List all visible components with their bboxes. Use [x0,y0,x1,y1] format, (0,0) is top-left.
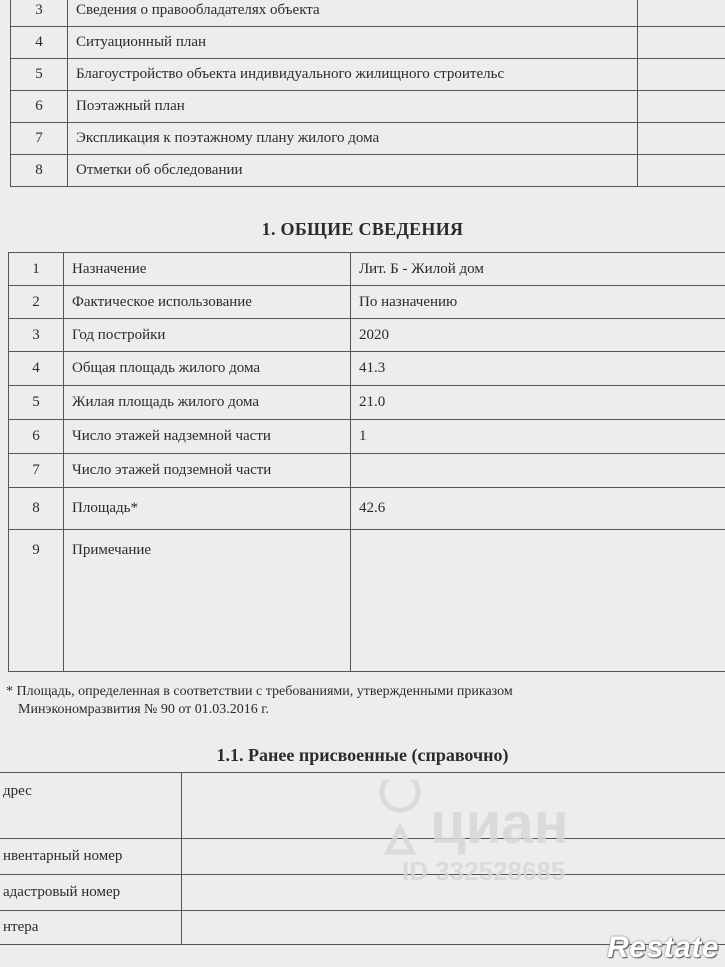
row-value [351,530,725,672]
contents-table [10,0,725,187]
watermark-id: ID 332528685 [402,856,566,886]
row-label: Примечание [64,530,351,672]
table-row [11,123,725,155]
row-value [351,454,725,488]
table-row [9,530,725,672]
restate-logo: Restate [607,931,719,964]
footnote-line-2: Минэкономразвития № 90 от 01.03.2016 г. [18,702,269,717]
table-row [9,420,725,454]
row-page [638,27,725,59]
table-row [9,386,725,420]
row-number: 5 [9,386,64,420]
row-value: 42.6 [351,488,725,530]
row-label: адастровый номер [0,875,182,911]
watermark [360,780,660,890]
row-label: Благоустройство объекта индивидуального жилищного строительс [68,59,638,91]
row-number: 8 [11,155,68,187]
footnote-line-1: * Площадь, определенная в соответствии с требованиями, утвержденными приказом [6,684,513,699]
table-row [11,91,725,123]
row-label: Число этажей надземной части [64,420,351,454]
row-value: 2020 [351,319,725,352]
row-number: 5 [11,59,68,91]
row-label: Год постройки [64,319,351,352]
row-number: 6 [9,420,64,454]
row-page [638,0,725,27]
row-number: 7 [9,454,64,488]
row-label: Сведения о правообладателях объекта [68,0,638,27]
row-label: Фактическое использование [64,286,351,319]
table-row [9,319,725,352]
general-info-table [8,252,725,672]
row-label: Площадь* [64,488,351,530]
row-value: Лит. Б - Жилой дом [351,253,725,286]
table-row [11,27,725,59]
row-label: Общая площадь жилого дома [64,352,351,386]
row-number: 2 [9,286,64,319]
row-label: Отметки об обследовании [68,155,638,187]
row-number: 1 [9,253,64,286]
watermark-brand: циан [430,791,569,856]
section-title-general: 1. ОБЩИЕ СВЕДЕНИЯ [261,219,464,239]
table-row [11,0,725,27]
row-number: 9 [9,530,64,672]
row-label: Ситуационный план [68,27,638,59]
row-page [638,155,725,187]
row-label: дрес [0,773,182,839]
row-page [638,91,725,123]
row-label: Экспликация к поэтажному плану жилого дома [68,123,638,155]
row-number: 4 [11,27,68,59]
row-number: 4 [9,352,64,386]
row-page [638,123,725,155]
table-row [9,454,725,488]
row-label: нвентарный номер [0,839,182,875]
row-number: 3 [11,0,68,27]
row-label: Число этажей подземной части [64,454,351,488]
row-page [638,59,725,91]
section-title-previous: 1.1. Ранее присвоенные (справочно) [216,745,509,765]
table-row [9,488,725,530]
row-number: 7 [11,123,68,155]
row-value: 1 [351,420,725,454]
row-number: 6 [11,91,68,123]
footnote [6,683,513,719]
row-label: нтера [0,911,182,945]
row-label: Поэтажный план [68,91,638,123]
table-row [11,59,725,91]
row-number: 8 [9,488,64,530]
row-label: Назначение [64,253,351,286]
row-value: 21.0 [351,386,725,420]
table-row [9,352,725,386]
row-number: 3 [9,319,64,352]
row-label: Жилая площадь жилого дома [64,386,351,420]
row-value: По назначению [351,286,725,319]
table-row [9,253,725,286]
row-value: 41.3 [351,352,725,386]
table-row [11,155,725,187]
table-row [9,286,725,319]
